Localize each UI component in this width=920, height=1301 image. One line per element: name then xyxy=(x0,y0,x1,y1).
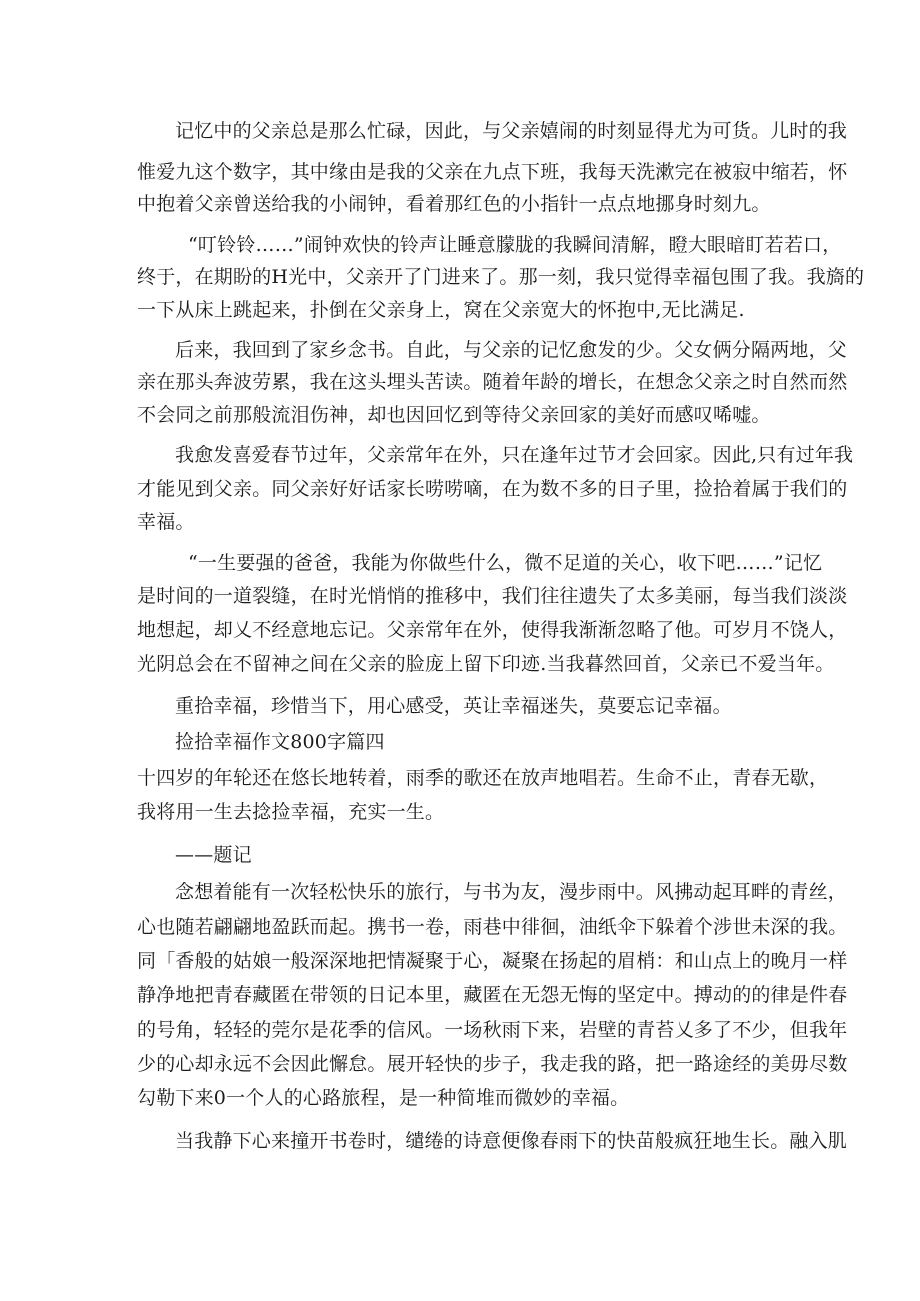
paragraph-3-line-3: 不会同之前那般流泪伤神，却也因回忆到等待父亲回家的美好而感叹唏嘘。 xyxy=(137,404,771,426)
paragraph-4-line-2: 才能见到父亲。同父亲好好话家长唠唠嘀，在为数不多的日子里，捡拾着属于我们的 xyxy=(137,478,848,500)
paragraph-2-line-3: 一下从床上跳起来，扑倒在父亲身上，窝在父亲宽大的怀抱中,无比满足. xyxy=(137,299,745,321)
paragraph-1-line-1: 记忆中的父亲总是那么忙碌，因此，与父亲嬉闹的时刻显得尤为可货。儿时的我 xyxy=(175,120,848,142)
paragraph-8-line-4: 静净地把青春藏匿在带领的日记本里，藏匿在无怨无悔的坚定中。搏动的的律是件春 xyxy=(137,984,848,1006)
paragraph-9-line-1: 当我静下心来撞开书卷时，缱绻的诗意便像春雨下的快苗般疯狂地生长。融入肌 xyxy=(175,1130,848,1152)
paragraph-5-line-4: 光阴总会在不留神之间在父亲的脸庞上留下印迹.当我暮然回首，父亲已不爱当年。 xyxy=(137,653,835,675)
paragraph-1-line-3: 中抱着父亲曾送给我的小闹钟，看着那红色的小指针一点点地挪身时刻九。 xyxy=(137,193,771,215)
paragraph-3-line-2: 亲在那头奔波劳累，我在这头埋头苦读。随着年龄的增长，在想念父亲之时自然而然 xyxy=(137,371,848,393)
paragraph-8-line-5: 的号角，轻轻的莞尔是花季的信风。一场秋雨下来，岩壁的青苔乂多了不少，但我年 xyxy=(137,1019,848,1041)
paragraph-8-line-6: 少的心却永远不会因此懈怠。展开轻快的步子，我走我的路，把一路途经的美毋尽数 xyxy=(137,1053,848,1075)
paragraph-8-line-2: 心也随若翩翩地盈跃而起。携书一卷，雨巷中徘徊，油纸伞下躲着个涉世未深的我。 xyxy=(137,916,848,938)
paragraph-2-line-2: 终于，在期盼的H光中，父亲开了门进来了。那一刻，我只觉得幸福包围了我。我旖的 xyxy=(137,266,865,288)
paragraph-4-line-3: 幸福。 xyxy=(137,511,195,533)
paragraph-7-line-2: 我将用一生去捻捡幸福，充实一生。 xyxy=(137,801,445,823)
paragraph-5-line-2: 是时间的一道裂缝，在时光悄悄的推移中，我们往往遗失了太多美丽，每当我们淡淡 xyxy=(137,585,848,607)
paragraph-5-line-1: “一生要强的爸爸，我能为你做些什么，微不足道的关心，收下吧……”记忆 xyxy=(188,552,823,574)
paragraph-2-line-1: “叮铃铃……”闹钟欢快的铃声让睡意朦胧的我瞬间清解，瞪大眼暗盯若若口， xyxy=(188,234,842,256)
paragraph-5-line-3: 地想起，却乂不经意地忘记。父亲常年在外，使得我渐渐忽略了他。可岁月不饶人， xyxy=(137,619,848,641)
epigraph-note: ——题记 xyxy=(175,844,252,866)
paragraph-8-line-7: 勾勒下来0一个人的心路旅程，是一种简堆而微妙的幸福。 xyxy=(137,1087,630,1109)
paragraph-1-line-2: 惟爱九这个数字，其中缘由是我的父亲在九点下班，我每天洗漱完在被寂中缩若，怀 xyxy=(137,161,848,183)
section-heading: 捡拾幸福作文800字篇四 xyxy=(175,731,385,753)
paragraph-3-line-1: 后来，我回到了家乡念书。自此，与父亲的记忆愈发的少。父女俩分隔两地，父 xyxy=(175,339,848,361)
paragraph-7-line-1: 十四岁的年轮还在悠长地转着，雨季的歌还在放声地唱若。生命不止，青春无歇， xyxy=(137,767,829,789)
paragraph-8-line-1: 念想着能有一次轻松快乐的旅行，与书为友，漫步雨中。风拂动起耳畔的青丝， xyxy=(175,881,848,903)
paragraph-8-line-3: 同「香般的姑娘一般深深地把情凝聚于心，凝聚在扬起的眉梢：和山点上的晚月一样 xyxy=(137,950,848,972)
paragraph-4-line-1: 我愈发喜爱春节过年，父亲常年在外，只在逢年过节才会回家。因此,只有过年我 xyxy=(175,444,854,466)
paragraph-6-line-1: 重拾幸福，珍惜当下，用心感受，英让幸福迷失，莫要忘记幸福。 xyxy=(175,695,732,717)
